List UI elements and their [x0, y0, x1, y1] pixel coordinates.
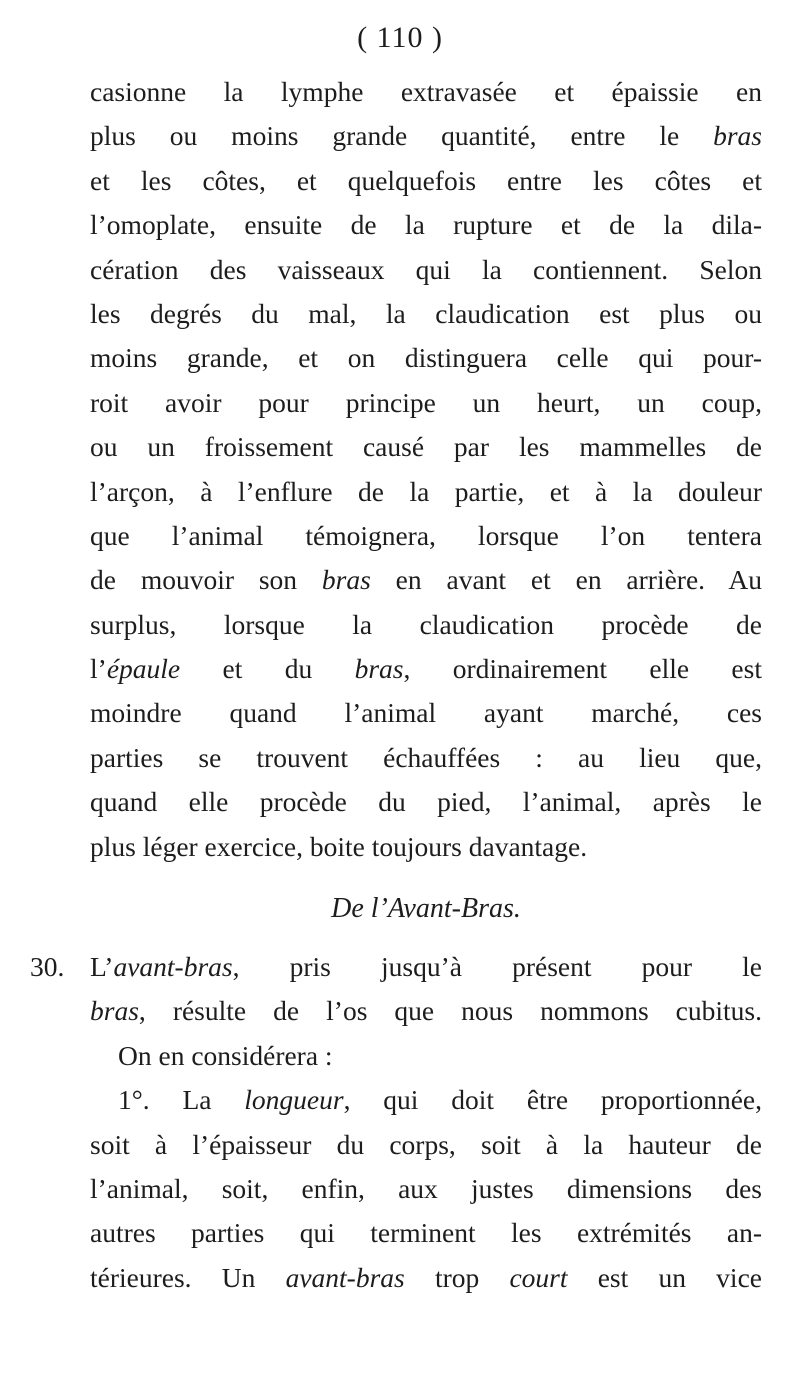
text-line: plus léger exercice, boite toujours davantage.: [90, 830, 588, 862]
section-number: 30.: [30, 951, 65, 983]
text-segment: , ordinairement elle est: [403, 653, 762, 685]
text-line: surplus, lorsque la claudication procède de: [90, 608, 762, 640]
text-line: [90, 558, 762, 602]
text-line: roit avoir pour principe un heurt, un coup,: [90, 386, 762, 418]
italic-term: bras: [321, 564, 371, 596]
text-segment: , qui doit être proportionnée,: [343, 1084, 762, 1116]
text-segment: , pris jusqu’à présent pour le: [232, 951, 762, 983]
italic-term: bras: [713, 120, 762, 152]
text-line: [90, 114, 762, 158]
text-segment: en avant et en arrière. Au: [370, 564, 762, 596]
text-line: parties se trouvent échauffées : au lieu que,: [90, 741, 762, 773]
text-line: cération des vaisseaux qui la contiennent. Selon: [90, 253, 762, 285]
text-line: soit à l’épaisseur du corps, soit à la hauteur de: [90, 1128, 762, 1160]
text-segment: est un vice: [567, 1261, 762, 1293]
text-line: [90, 989, 762, 1033]
text-line: quand elle procède du pied, l’animal, après le: [90, 786, 762, 818]
section-heading: De l’Avant-Bras.: [331, 893, 521, 925]
text-line: autres parties qui terminent les extrémités an-: [90, 1217, 762, 1249]
text-segment: térieures. Un: [90, 1261, 286, 1293]
text-line: moindre quand l’animal ayant marché, ces: [90, 697, 762, 729]
text-line: et les côtes, et quelquefois entre les côtes et: [90, 164, 762, 196]
italic-term: épaule: [106, 653, 181, 685]
text-line: ou un froissement causé par les mammelles de: [90, 431, 762, 463]
text-line: [90, 1256, 762, 1300]
text-segment: , résulte de l’os que nous nommons cubitus.: [138, 995, 762, 1027]
text-line: [90, 945, 762, 989]
text-segment: trop: [404, 1261, 510, 1293]
text-line: l’animal, soit, enfin, aux justes dimensions des: [90, 1172, 762, 1204]
italic-term: court: [509, 1261, 568, 1293]
text-line: l’arçon, à l’enflure de la partie, et à la douleur: [90, 475, 762, 507]
text-line: [90, 647, 762, 691]
text-line: que l’animal témoignera, lorsque l’on tentera: [90, 519, 762, 551]
italic-term: avant-bras: [285, 1261, 405, 1293]
text-segment: et du: [180, 653, 355, 685]
italic-term: avant-bras: [113, 951, 233, 983]
page-number: ( 110 ): [357, 21, 443, 54]
text-segment: 1°. La: [118, 1084, 245, 1116]
paragraph-claudication: [90, 70, 762, 869]
text-line: les degrés du mal, la claudication est plus ou: [90, 297, 762, 329]
text-segment: plus ou moins grande quantité, entre le: [90, 120, 714, 152]
text-line: On en considérera :: [118, 1039, 333, 1071]
italic-term: longueur: [244, 1084, 344, 1116]
text-line: moins grande, et on distinguera celle qui pour-: [90, 342, 762, 374]
text-segment: de mouvoir son: [90, 564, 322, 596]
text-segment: L’: [90, 951, 114, 983]
paragraph-avant-bras: [30, 945, 762, 1300]
body-text: [30, 70, 762, 1300]
text-segment: l’: [90, 653, 107, 685]
text-line: [90, 1078, 762, 1122]
text-line: l’omoplate, ensuite de la rupture et de la dila-: [90, 209, 762, 241]
italic-term: bras: [354, 653, 404, 685]
italic-term: bras: [90, 995, 139, 1027]
text-line: casionne la lymphe extravasée et épaissie en: [90, 76, 762, 107]
